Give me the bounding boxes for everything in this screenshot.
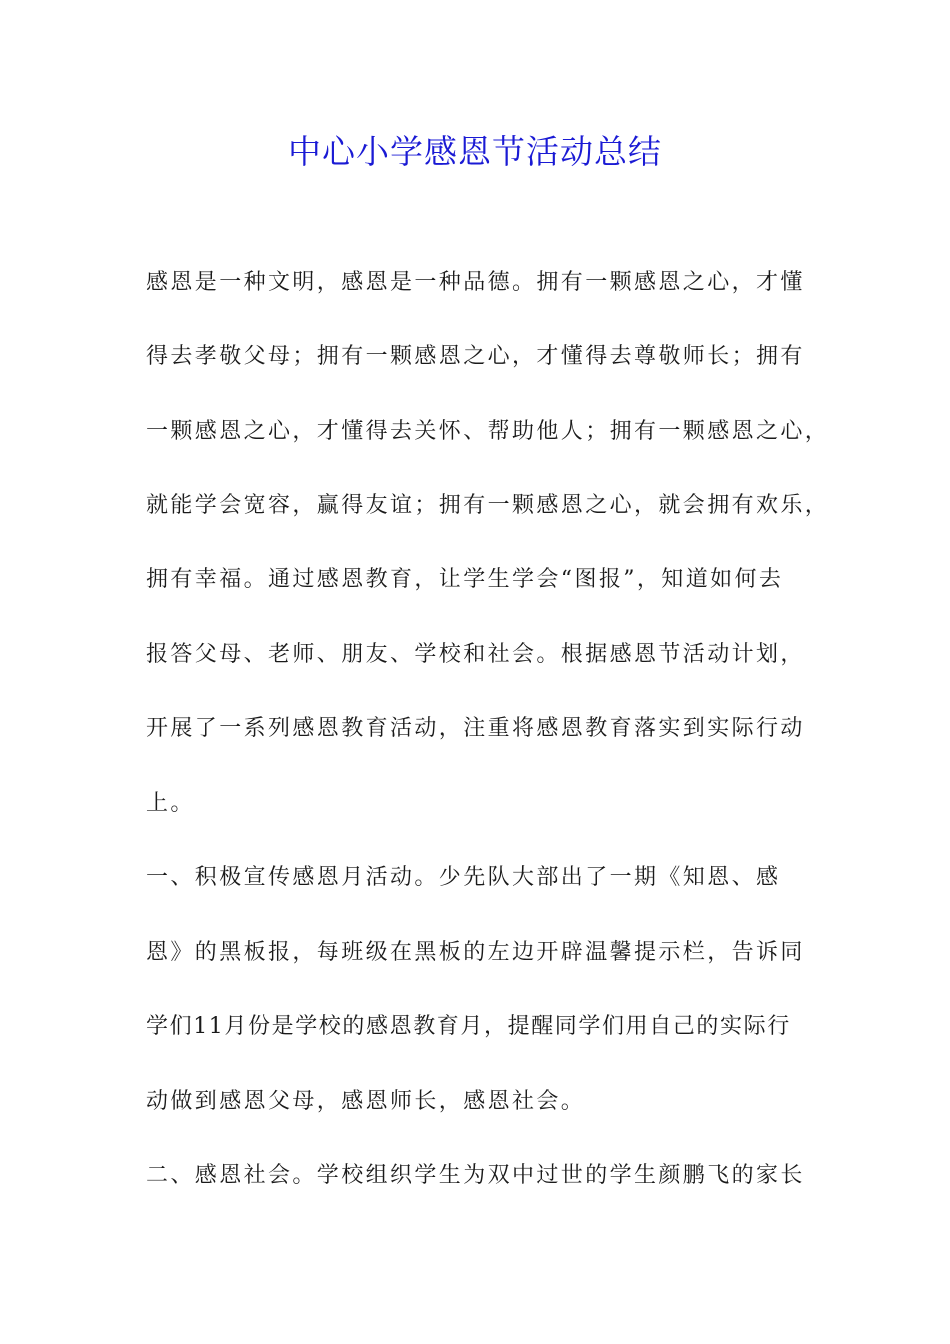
paragraph-line: 一颗感恩之心，才懂得去关怀、帮助他人；拥有一颗感恩之心， bbox=[146, 419, 830, 444]
paragraph-line: 二、感恩社会。学校组织学生为双中过世的学生颜鹏飞的家长 bbox=[146, 1163, 805, 1188]
paragraph-line: 上。 bbox=[146, 791, 195, 816]
document-title: 中心小学感恩节活动总结 bbox=[288, 132, 662, 171]
paragraph-line: 动做到感恩父母，感恩师长，感恩社会。 bbox=[146, 1089, 586, 1114]
paragraph-line: 得去孝敬父母；拥有一颗感恩之心，才懂得去尊敬师长；拥有 bbox=[146, 344, 805, 369]
paragraph-line: 恩》的黑板报，每班级在黑板的左边开辟温馨提示栏，告诉同 bbox=[146, 940, 805, 965]
paragraph-line: 学们11月份是学校的感恩教育月，提醒同学们用自己的实际行 bbox=[146, 1014, 791, 1039]
paragraph-line: 拥有幸福。通过感恩教育，让学生学会“图报”，知道如何去 bbox=[146, 567, 784, 592]
paragraph-line: 感恩是一种文明，感恩是一种品德。拥有一颗感恩之心，才懂 bbox=[146, 270, 805, 295]
paragraph-line: 一、积极宣传感恩月活动。少先队大部出了一期《知恩、感 bbox=[146, 865, 781, 890]
paragraph-line: 就能学会宽容，赢得友谊；拥有一颗感恩之心，就会拥有欢乐， bbox=[146, 493, 830, 518]
paragraph-line: 报答父母、老师、朋友、学校和社会。根据感恩节活动计划， bbox=[146, 642, 805, 667]
paragraph-line: 开展了一系列感恩教育活动，注重将感恩教育落实到实际行动 bbox=[146, 716, 805, 741]
